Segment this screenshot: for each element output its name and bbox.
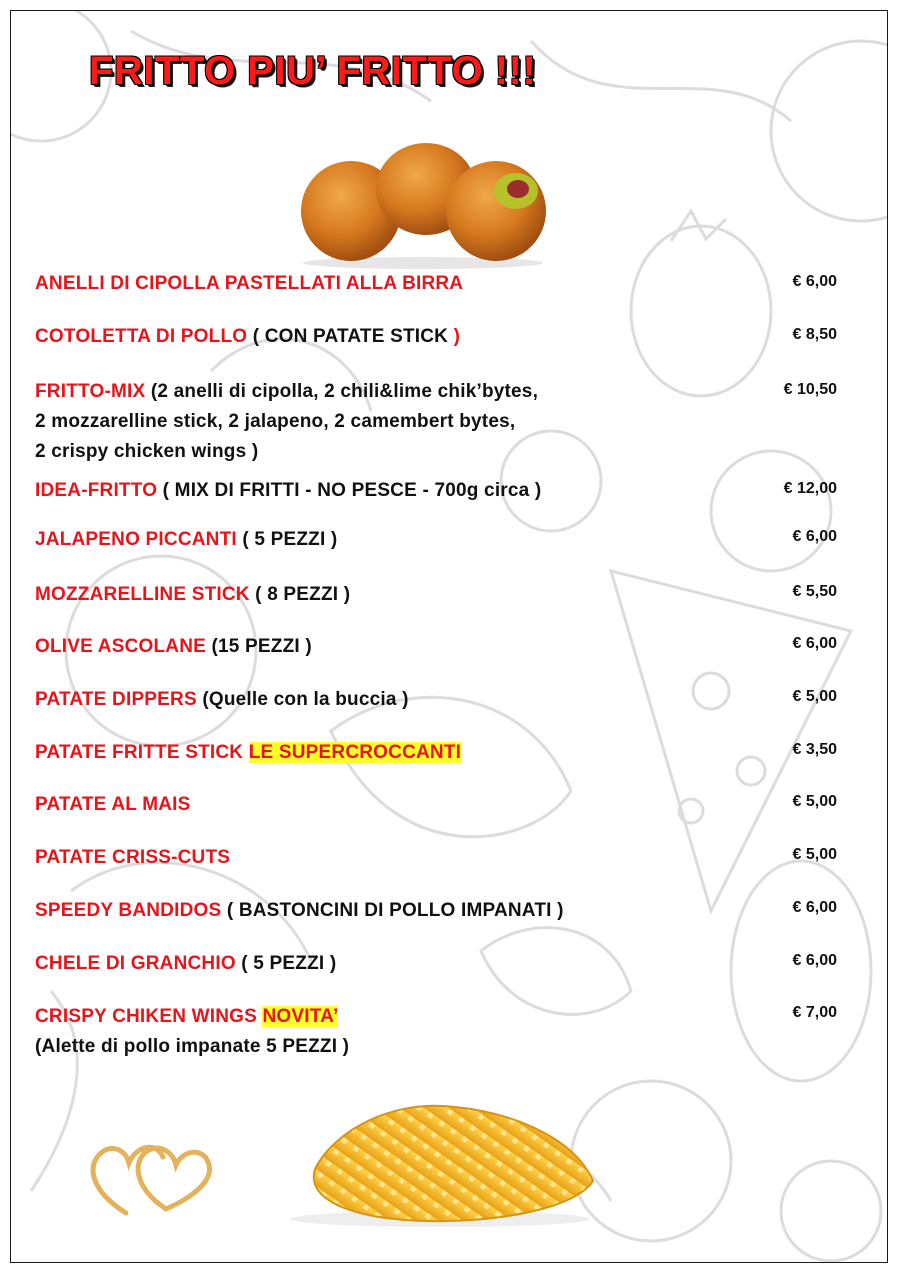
item-price: € 6,00 — [792, 952, 837, 969]
menu-item — [35, 896, 865, 926]
item-price: € 5,50 — [792, 583, 837, 600]
item-price: € 6,00 — [792, 273, 837, 290]
menu-item — [35, 1002, 865, 1062]
item-name: PATATE CRISS-CUTS — [35, 847, 231, 868]
item-name: PATATE DIPPERS — [35, 689, 197, 710]
item-price: € 5,00 — [792, 793, 837, 810]
menu-item — [35, 525, 865, 555]
item-name: ANELLI DI CIPOLLA PASTELLATI ALLA BIRRA — [35, 273, 464, 294]
item-desc: ( CON PATATE STICK — [247, 326, 454, 347]
highlight-badge: LE SUPERCROCCANTI — [248, 742, 462, 763]
item-desc: ( BASTONCINI DI POLLO IMPANATI ) — [221, 900, 564, 921]
item-price: € 12,00 — [783, 480, 837, 497]
item-desc: ( 5 PEZZI ) — [236, 529, 338, 550]
item-desc: (2 anelli di cipolla, 2 chili&lime chik’bytes, — [145, 381, 539, 402]
menu-item — [35, 949, 865, 979]
menu-item — [35, 790, 865, 820]
item-name: OLIVE ASCOLANE — [35, 636, 206, 657]
highlight-badge: NOVITA’ — [262, 1006, 339, 1027]
menu-item — [35, 632, 865, 662]
item-desc: ( MIX DI FRITTI - NO PESCE - 700g circa ) — [157, 480, 542, 501]
item-price: € 6,00 — [792, 635, 837, 652]
menu-item — [35, 685, 865, 715]
item-desc-line: 2 mozzarelline stick, 2 jalapeno, 2 camembert bytes, — [35, 411, 516, 432]
golden-hearts-logo — [81, 1121, 221, 1221]
item-name: MOZZARELLINE STICK — [35, 584, 250, 605]
item-price: € 6,00 — [792, 528, 837, 545]
menu-item — [35, 580, 865, 610]
item-name: CRISPY CHIKEN WINGS — [35, 1006, 257, 1027]
item-price: € 6,00 — [792, 899, 837, 916]
item-name: PATATE AL MAIS — [35, 794, 191, 815]
olive-ascolane-photo — [291, 139, 551, 269]
menu-item — [35, 476, 865, 506]
item-name: PATATE FRITTE STICK — [35, 742, 244, 763]
menu-item — [35, 738, 865, 768]
item-price: € 5,00 — [792, 846, 837, 863]
item-desc-line: 2 crispy chicken wings ) — [35, 441, 259, 462]
item-price: € 8,50 — [792, 326, 837, 343]
item-name: SPEEDY BANDIDOS — [35, 900, 222, 921]
item-price: € 3,50 — [792, 741, 837, 758]
menu-item — [35, 269, 865, 299]
item-price: € 7,00 — [792, 1004, 837, 1021]
menu-title: FRITTO PIU’ FRITTO !!! — [89, 49, 537, 93]
item-name: IDEA-FRITTO — [35, 480, 158, 501]
item-desc-close: ) — [453, 326, 461, 347]
item-desc: (Quelle con la buccia ) — [196, 689, 409, 710]
menu-item — [35, 843, 865, 873]
item-name: JALAPENO PICCANTI — [35, 529, 237, 550]
item-name: FRITTO-MIX — [35, 381, 146, 402]
menu-item — [35, 322, 865, 352]
item-price: € 5,00 — [792, 688, 837, 705]
item-name: COTOLETTA DI POLLO — [35, 326, 248, 347]
item-desc: ( 8 PEZZI ) — [249, 584, 351, 605]
menu-page — [10, 10, 888, 1263]
criss-cut-fries-photo — [275, 1089, 605, 1229]
item-desc: (15 PEZZI ) — [206, 636, 312, 657]
item-desc-line: (Alette di pollo impanate 5 PEZZI ) — [35, 1036, 350, 1057]
item-desc: ( 5 PEZZI ) — [235, 953, 337, 974]
item-name: CHELE DI GRANCHIO — [35, 953, 236, 974]
menu-item — [35, 377, 865, 467]
item-price: € 10,50 — [783, 381, 837, 398]
